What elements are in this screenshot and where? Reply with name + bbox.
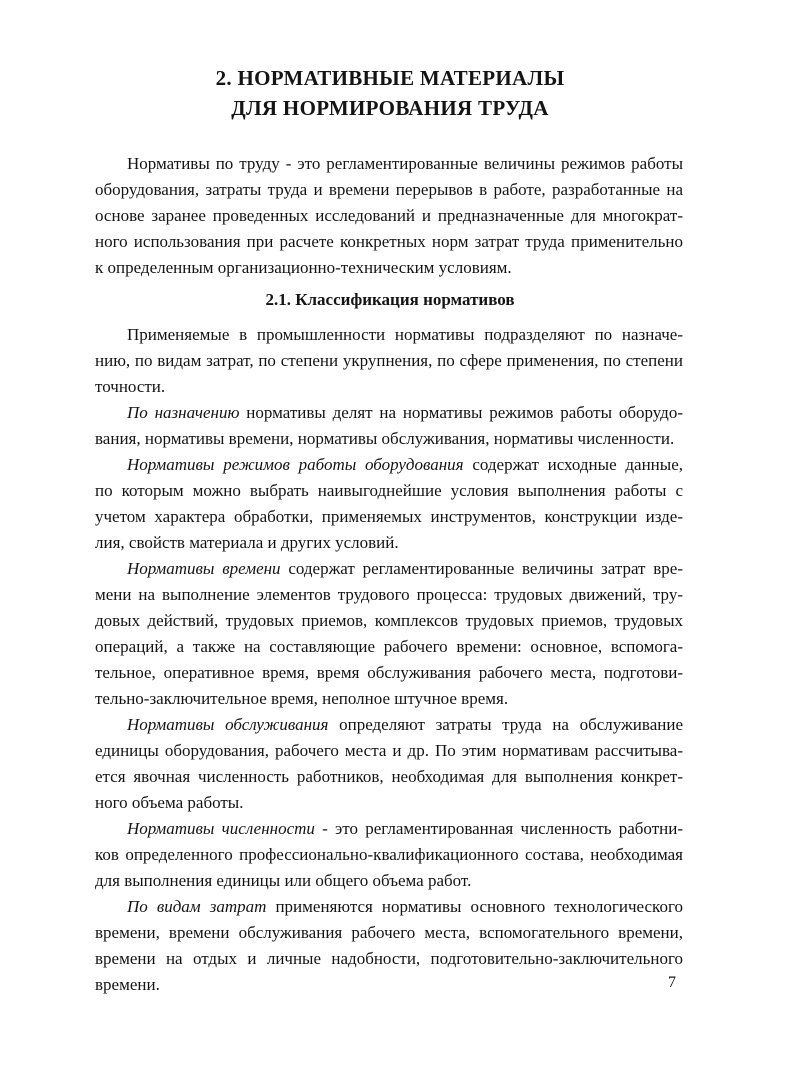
paragraph-line: мени на выполнение элементов трудового процесса: трудовых движений, тру- [95,585,683,604]
paragraph-line: ного объема работы. [95,793,244,812]
paragraph-line: тельное, оперативное время, время обслуживания рабочего места, подготови- [95,663,683,682]
paragraph-line: времени. [95,975,160,994]
italic-term: Нормативы времени [127,559,281,578]
italic-term: Нормативы численности [127,819,315,838]
paragraph-line: времени на отдых и личные надобности, подготовительно-заключительного [95,949,683,968]
paragraph-line: по которым можно выбрать наивыгоднейшие условия выполнения работы с [95,481,683,500]
paragraph-line: для выполнения единицы или общего объема работ. [95,871,472,890]
paragraph-line: Нормативы времени содержат регламентированные величины затрат вре- [127,559,683,578]
paragraph-line: Нормативы режимов работы оборудования содержат исходные данные, [127,455,683,474]
paragraph-line: единицы оборудования, рабочего места и др. По этим нормативам рассчитыва- [95,741,683,760]
paragraph-line: По назначению нормативы делят на нормативы режимов работы оборудо- [127,403,683,422]
intro-line: основе заранее проведенных исследований и предназначенные для многократ- [95,206,683,225]
paragraph-line: тельно-заключительное время, неполное штучное время. [95,689,509,708]
paragraph-line: Нормативы численности - это регламентированная численность работни- [127,819,683,838]
paragraph-line: По видам затрат применяются нормативы основного технологического [127,897,683,916]
paragraph-line: лия, свойств материала и других условий. [95,533,399,552]
page-number: 7 [668,974,676,991]
section-title: 2.1. Классификация нормативов [265,290,515,309]
paragraph-line: Нормативы обслуживания определяют затраты труда на обслуживание [127,715,683,734]
paragraph-line: Применяемые в промышленности нормативы подразделяют по назначе- [127,325,683,344]
paragraph-line: нию, по видам затрат, по степени укрупнения, по сфере применения, по степени [95,351,683,370]
intro-line: оборудования, затраты труда и времени перерывов в работе, разработанные на [95,180,683,199]
paragraph-line: ется явочная численность работников, необходимая для выполнения конкрет- [95,767,683,786]
intro-line: ного использования при расчете конкретных норм затрат труда применительно [95,232,683,251]
chapter-title-line-1: 2. НОРМАТИВНЫЕ МАТЕРИАЛЫ [215,66,565,90]
paragraph-line: ков определенного профессионально-квалификационного состава, необходимая [95,845,683,864]
italic-term: По видам затрат [127,897,267,916]
chapter-title-line-2: ДЛЯ НОРМИРОВАНИЯ ТРУДА [231,96,549,120]
paragraph-line: довых действий, трудовых приемов, комплексов трудовых приемов, трудовых [95,611,683,630]
paragraph-line: операций, а также на составляющие рабочего времени: основное, вспомога- [95,637,683,656]
italic-term: Нормативы режимов работы оборудования [127,455,464,474]
paragraph-line: времени, времени обслуживания рабочего места, вспомогательного времени, [95,923,683,942]
intro-line: к определенным организационно-техническим условиям. [95,258,512,277]
paragraph-line: точности. [95,377,166,396]
italic-term: По назначению [127,403,240,422]
italic-term: Нормативы обслуживания [127,715,329,734]
intro-line: Нормативы по труду - это регламентированные величины режимов работы [127,154,683,173]
paragraph-line: вания, нормативы времени, нормативы обслуживания, нормативы численности. [95,429,675,448]
paragraph-line: учетом характера обработки, применяемых инструментов, конструкции изде- [95,507,683,526]
